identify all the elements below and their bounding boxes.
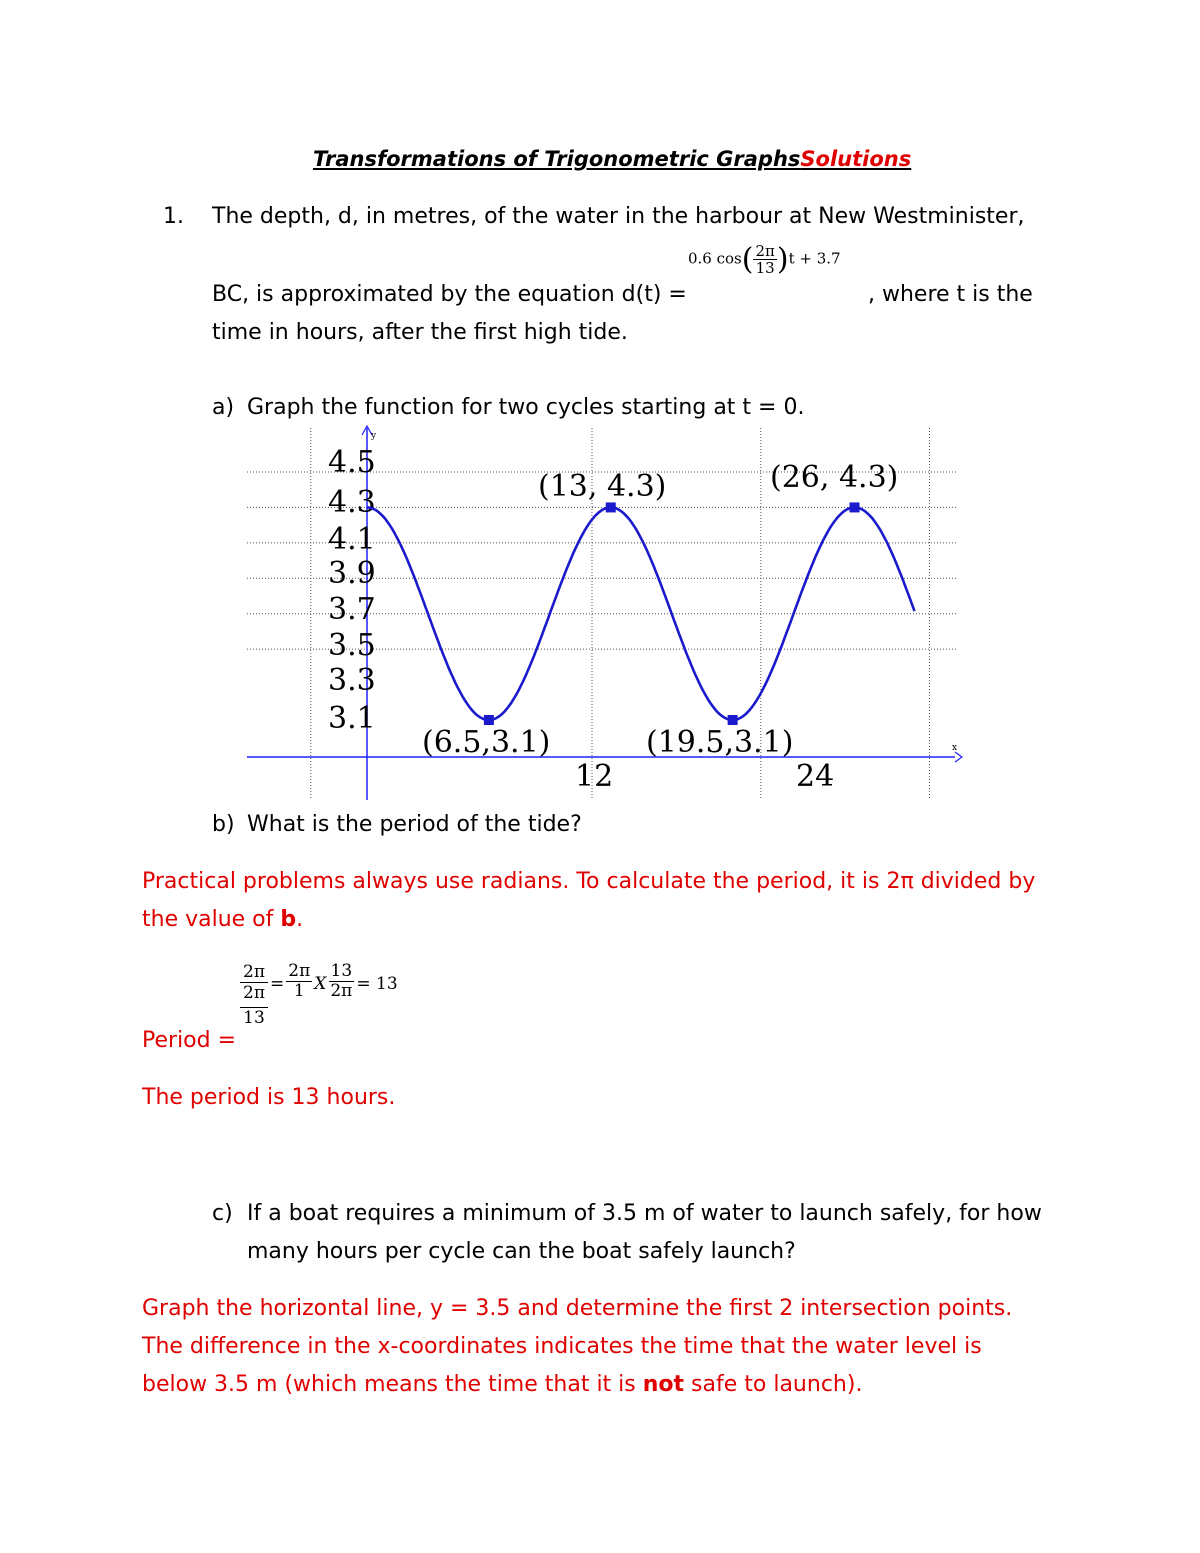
y-tick-label: 3.7 bbox=[328, 592, 376, 627]
depth-equation: 0.6 cos( $\frac{2\pi}{13}$ )t + 3.7 bbox=[688, 241, 841, 277]
answer-b-line-2a: the value of bbox=[142, 907, 281, 932]
period-conclusion: The period is 13 hours. bbox=[142, 1085, 396, 1110]
point-annotation: (26, 4.3) bbox=[770, 460, 899, 495]
answer-b-line-2 bbox=[142, 907, 303, 932]
answer-c-line-3a: below 3.5 m (which means the time that it is bbox=[142, 1372, 643, 1397]
answer-c-line-2: The difference in the x-coordinates indicates the time that the water level is bbox=[142, 1334, 982, 1359]
compound-fraction bbox=[240, 962, 268, 1028]
times-sign: X bbox=[314, 974, 327, 994]
point-annotation: (19.5,3.1) bbox=[646, 725, 794, 760]
equation-num: 2π bbox=[755, 241, 775, 260]
equals-1: = bbox=[270, 974, 285, 994]
point-annotation: (6.5,3.1) bbox=[422, 725, 551, 760]
answer-c-line-3 bbox=[142, 1372, 862, 1397]
fraction-2-num: 2π bbox=[288, 961, 311, 981]
period-label: Period = bbox=[142, 1028, 237, 1053]
equals-13: = 13 bbox=[356, 974, 398, 994]
point-annotation: (13, 4.3) bbox=[538, 469, 667, 504]
part-a-label: a) bbox=[212, 395, 235, 420]
question-line-3: time in hours, after the first high tide. bbox=[212, 320, 628, 345]
compound-num: 2π bbox=[240, 962, 268, 983]
point-marker bbox=[728, 715, 738, 725]
part-b-text: What is the period of the tide? bbox=[247, 812, 582, 837]
x-tick-label: 12 bbox=[575, 759, 614, 794]
answer-c-line-3c: safe to launch). bbox=[684, 1372, 863, 1397]
fraction-2-den: 1 bbox=[293, 980, 305, 1001]
y-tick-label: 3.1 bbox=[328, 701, 376, 736]
part-c-line-2: many hours per cycle can the boat safely launch? bbox=[247, 1239, 796, 1264]
point-marker bbox=[484, 715, 494, 725]
answer-b-line-1: Practical problems always use radians. To calculate the period, it is 2π divided by bbox=[142, 869, 1036, 894]
part-c-line-1: If a boat requires a minimum of 3.5 m of water to launch safely, for how bbox=[247, 1201, 1042, 1226]
y-tick-label: 4.1 bbox=[328, 522, 376, 557]
y-tick-label: 4.5 bbox=[328, 445, 376, 480]
equation-tail: t + 3.7 bbox=[788, 249, 841, 268]
y-axis-label: y bbox=[371, 431, 377, 441]
question-number: 1. bbox=[163, 204, 184, 229]
fraction-3 bbox=[328, 962, 354, 1000]
part-b-label: b) bbox=[212, 812, 235, 837]
answer-c-line-1: Graph the horizontal line, y = 3.5 and determine the first 2 intersection points. bbox=[142, 1296, 1013, 1321]
part-a-text: Graph the function for two cycles starting at t = 0. bbox=[247, 395, 805, 420]
x-tick-label: 24 bbox=[796, 759, 835, 794]
answer-b-bold-b: b bbox=[280, 907, 297, 932]
period-formula bbox=[240, 962, 400, 1028]
answer-c-bold-not: not bbox=[642, 1372, 685, 1397]
y-tick-label: 3.3 bbox=[328, 663, 376, 698]
equation-den: 13 bbox=[755, 259, 775, 277]
compound-den-den: 13 bbox=[240, 1007, 268, 1028]
point-marker bbox=[850, 502, 860, 512]
question-line-1: The depth, d, in metres, of the water in the harbour at New Westminister, bbox=[212, 204, 1025, 229]
fraction-3-num: 13 bbox=[330, 961, 353, 981]
y-tick-label: 3.5 bbox=[328, 628, 376, 663]
fraction-2 bbox=[286, 962, 312, 1000]
question-line-2b: , where t is the bbox=[868, 282, 1033, 307]
part-c-label: c) bbox=[212, 1201, 233, 1226]
equation-coef: 0.6 cos bbox=[688, 249, 742, 268]
x-axis-arrow bbox=[955, 752, 962, 762]
fraction-3-den: 2π bbox=[330, 980, 353, 1001]
y-tick-label: 4.3 bbox=[328, 485, 376, 520]
title-suffix: Solutions bbox=[800, 147, 912, 171]
y-tick-label: 3.9 bbox=[328, 556, 376, 591]
title-main: Transformations of Trigonometric Graphs bbox=[313, 147, 801, 171]
question-line-2a: BC, is approximated by the equation d(t) = bbox=[212, 282, 687, 307]
compound-den-num: 2π bbox=[243, 983, 265, 1003]
x-axis-label: x bbox=[952, 743, 958, 753]
answer-b-line-2c: . bbox=[296, 907, 304, 932]
